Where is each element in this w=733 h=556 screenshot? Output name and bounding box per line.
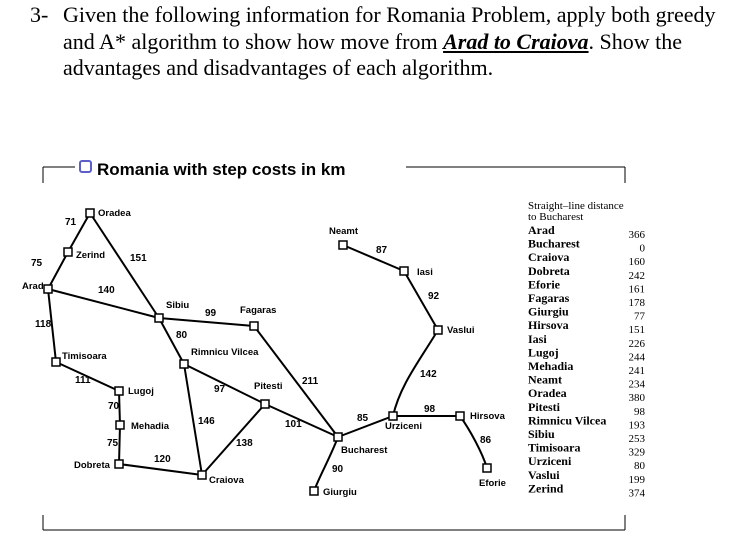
cost-fagaras-bucharest: 211: [302, 376, 319, 387]
cost-rimnicu-pitesti: 97: [214, 384, 226, 395]
sld-city-dobreta: Dobreta: [528, 263, 570, 278]
sld-value-dobreta: 242: [628, 269, 645, 282]
city-marker-urziceni: [389, 412, 397, 420]
cost-sibiu-rimnicu: 80: [176, 330, 188, 341]
question-route: Arad to Craiova: [443, 28, 589, 54]
city-label-lugoj: Lugoj: [128, 386, 154, 397]
sld-city-fagaras: Fagaras: [528, 291, 570, 305]
city-label-pitesti: Pitesti: [254, 381, 283, 392]
city-marker-fagaras: [250, 322, 258, 330]
city-marker-lugoj: [115, 387, 123, 395]
city-marker-eforie: [483, 464, 491, 472]
cost-neamt-iasi: 87: [376, 245, 388, 256]
cost-hirsova-eforie: 86: [480, 435, 492, 446]
city-label-sibiu: Sibiu: [166, 300, 190, 311]
sld-city-mehadia: Mehadia: [528, 359, 574, 373]
sld-city-bucharest: Bucharest: [528, 236, 580, 251]
cost-arad-timisoara: 118: [35, 319, 52, 330]
cost-arad-sibiu: 140: [98, 285, 115, 296]
title-checkbox-icon: [80, 161, 91, 172]
sld-value-giurgiu: 77: [634, 310, 645, 323]
sld-city-eforie: Eforie: [528, 277, 560, 292]
sld-value-vaslui: 199: [628, 473, 645, 486]
cost-sibiu-fagaras: 99: [205, 308, 217, 319]
sld-value-fagaras: 178: [628, 297, 645, 309]
cost-craiova-pitesti: 138: [236, 438, 253, 449]
sld-city-oradea: Oradea: [528, 386, 567, 401]
city-label-timisoara: Timisoara: [62, 351, 107, 362]
city-marker-giurgiu: [310, 487, 318, 495]
cost-urziceni-hirsova: 98: [424, 404, 436, 415]
city-label-vaslui: Vaslui: [447, 325, 475, 336]
sld-city-vaslui: Vaslui: [528, 467, 560, 482]
city-marker-pitesti: [261, 400, 269, 408]
question-number: 3-: [30, 2, 49, 27]
city-label-craiova: Craiova: [209, 475, 244, 486]
city-marker-zerind: [64, 248, 72, 256]
city-marker-sibiu: [155, 314, 163, 322]
city-marker-iasi: [400, 267, 408, 275]
city-marker-hirsova: [456, 412, 464, 420]
city-label-fagaras: Fagaras: [240, 305, 277, 316]
cost-rimnicu-craiova: 146: [198, 416, 215, 427]
cost-pitesti-bucharest: 101: [285, 419, 302, 430]
cost-timisoara-lugoj: 111: [75, 375, 91, 386]
sld-value-neamt: 234: [628, 378, 645, 391]
city-label-giurgiu: Giurgiu: [323, 487, 357, 498]
sld-city-lugoj: Lugoj: [528, 345, 559, 360]
city-marker-mehadia: [116, 421, 124, 429]
sld-value-craiova: 160: [628, 256, 645, 269]
city-label-hirsova: Hirsova: [470, 411, 505, 422]
sld-city-neamt: Neamt: [528, 372, 562, 387]
road-network: [48, 213, 487, 491]
question-part2: . Show the advantages and disadvantages of each algorithm.: [63, 28, 683, 80]
cost-vaslui-urziceni: 142: [420, 369, 437, 380]
city-label-rimnicu: Rimnicu Vilcea: [191, 347, 259, 358]
question-part1: Given the following information for Romania Problem, apply both greedy and A* algorithm to show how move from: [63, 2, 716, 54]
city-label-mehadia: Mehadia: [131, 421, 170, 432]
map-title: Romania with step costs in km: [97, 160, 346, 179]
cost-lugoj-mehadia: 70: [108, 401, 120, 412]
city-marker-timisoara: [52, 358, 60, 366]
cost-arad-zerind: 75: [31, 258, 43, 269]
cost-oradea-zerind: 71: [65, 217, 77, 228]
city-label-zerind: Zerind: [76, 250, 106, 261]
city-marker-craiova: [198, 471, 206, 479]
city-marker-neamt: [339, 241, 347, 249]
sld-value-oradea: 380: [628, 392, 645, 405]
sld-header-line1: Straight–line distance: [528, 200, 624, 212]
city-marker-arad: [44, 285, 52, 293]
cost-mehadia-dobreta: 75: [107, 438, 119, 449]
sld-value-hirsova: 151: [628, 324, 645, 337]
city-marker-rimnicu: [180, 360, 188, 368]
sld-value-timisoara: 329: [628, 446, 645, 459]
sld-value-urziceni: 80: [634, 460, 645, 473]
sld-table: [528, 200, 646, 499]
sld-city-sibiu: Sibiu: [528, 427, 555, 441]
city-label-arad: Arad: [22, 281, 44, 292]
sld-city-craiova: Craiova: [528, 250, 570, 265]
sld-city-rimnicu-vilcea: Rimnicu Vilcea: [528, 413, 607, 428]
sld-value-pitesti: 98: [634, 405, 645, 418]
sld-value-zerind: 374: [628, 487, 645, 500]
cost-dobreta-craiova: 120: [154, 454, 171, 465]
sld-city-pitesti: Pitesti: [528, 399, 560, 414]
city-label-eforie: Eforie: [479, 478, 506, 489]
cost-iasi-vaslui: 92: [428, 291, 440, 302]
sld-city-timisoara: Timisoara: [528, 440, 581, 455]
sld-value-eforie: 161: [628, 283, 645, 296]
cost-oradea-sibiu: 151: [130, 253, 147, 264]
sld-value-sibiu: 253: [628, 433, 645, 445]
sld-value-lugoj: 244: [628, 351, 645, 364]
sld-city-iasi: Iasi: [528, 331, 547, 346]
sld-value-arad: 366: [628, 229, 645, 241]
sld-city-hirsova: Hirsova: [528, 318, 569, 333]
sld-city-arad: Arad: [528, 223, 555, 237]
city-marker-vaslui: [434, 326, 442, 334]
city-label-urziceni: Urziceni: [385, 421, 422, 432]
cost-bucharest-giurgiu: 90: [332, 464, 344, 475]
cost-bucharest-urziceni: 85: [357, 413, 369, 424]
city-label-dobreta: Dobreta: [74, 460, 110, 471]
sld-city-urziceni: Urziceni: [528, 454, 572, 469]
sld-value-rimnicu-vilcea: 193: [628, 419, 645, 432]
sld-header-line2: to Bucharest: [528, 211, 584, 223]
sld-value-mehadia: 241: [628, 365, 645, 377]
city-marker-oradea: [86, 209, 94, 217]
sld-value-iasi: 226: [628, 337, 645, 350]
city-marker-bucharest: [334, 433, 342, 441]
city-label-neamt: Neamt: [329, 226, 359, 237]
sld-city-zerind: Zerind: [528, 481, 564, 496]
sld-city-giurgiu: Giurgiu: [528, 304, 569, 319]
city-label-bucharest: Bucharest: [341, 445, 388, 456]
city-marker-dobreta: [115, 460, 123, 468]
sld-value-bucharest: 0: [639, 242, 645, 255]
city-label-iasi: Iasi: [417, 267, 433, 278]
city-label-oradea: Oradea: [98, 208, 131, 219]
